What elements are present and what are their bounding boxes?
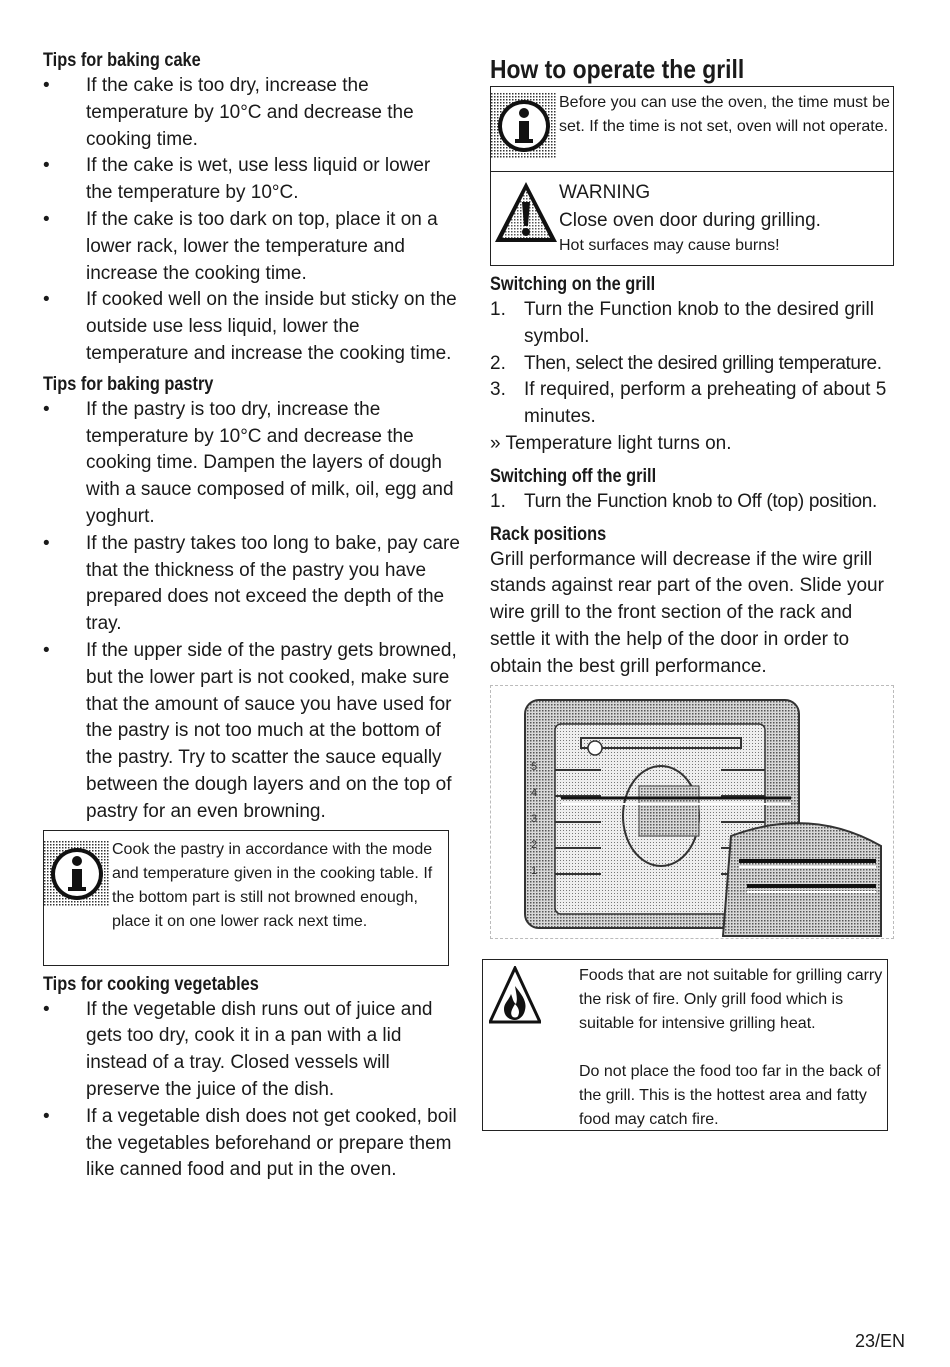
fire-note-text-1: Foods that are not suitable for grilling carry the risk of fire. Only grill food which is suitable for intensive grilling heat. bbox=[579, 966, 883, 1032]
info-icon bbox=[44, 841, 110, 907]
heading-switching-off: Switching off the grill bbox=[490, 465, 657, 487]
rack-label-5: 5 bbox=[531, 760, 538, 773]
warning-line-1: Close oven door during grilling. bbox=[559, 210, 821, 231]
list-item: • If the pastry is too dry, increase the temperature by 10°C and decrease the cooking time. Dampen the layers of dough with a sauce composed of milk, oil, egg and yoghurt. bbox=[43, 397, 461, 531]
rack-label-1: 1 bbox=[531, 864, 538, 877]
right-column bbox=[490, 52, 902, 1131]
list-item: • If cooked well on the inside but sticky on the outside use less liquid, lower the temperature and increase the cooking time. bbox=[43, 287, 461, 367]
list-item: • If the cake is too dark on top, place it on a lower rack, lower the temperature and increase the cooking time. bbox=[43, 207, 461, 287]
fire-warning-box bbox=[482, 959, 888, 1131]
list-item: • If the cake is too dry, increase the temperature by 10°C and decrease the cooking time. bbox=[43, 73, 461, 153]
list-item bbox=[490, 297, 902, 351]
page-title: How to operate the grill bbox=[490, 54, 745, 84]
heading-baking-cake: Tips for baking cake bbox=[43, 50, 201, 71]
pastry-info-note bbox=[43, 830, 449, 966]
rack-label-4: 4 bbox=[531, 786, 538, 799]
pastry-tips-list bbox=[43, 397, 461, 826]
fire-note-text-2: Do not place the food too far in the back of the grill. This is the hottest area and fatty food may catch fire. bbox=[579, 1062, 881, 1128]
rack-positions-text: Grill performance will decrease if the wire grill stands against rear part of the oven. Slide your wire grill to the front section of the rack and settle it with the help of the door in order to obtain the best grill performance. bbox=[490, 548, 884, 677]
list-item: • If the vegetable dish runs out of juice and gets too dry, cook it in a pan with a lid instead of a tray. Closed vessels will preserve the juice of the dish. bbox=[43, 997, 461, 1104]
list-item bbox=[490, 489, 902, 516]
cake-tips-list bbox=[43, 73, 461, 368]
rack-label-3: 3 bbox=[531, 812, 538, 825]
list-item: • If the pastry takes too long to bake, pay care that the thickness of the pastry you have prepared does not exceed the depth of the tray. bbox=[43, 531, 461, 638]
warning-box bbox=[490, 171, 894, 266]
switch-on-steps bbox=[490, 297, 902, 431]
step-number: 3. bbox=[490, 379, 506, 401]
left-column bbox=[43, 48, 461, 1188]
step-text: Then, select the desired grilling temperature. bbox=[524, 352, 882, 374]
vegetable-tips-list bbox=[43, 997, 461, 1185]
heading-rack-positions: Rack positions bbox=[490, 523, 607, 545]
step-text: Turn the Function knob to Off (top) position. bbox=[524, 490, 877, 512]
switch-off-steps bbox=[490, 489, 902, 516]
list-item: • If the cake is wet, use less liquid or lower the temperature by 10°C. bbox=[43, 153, 461, 207]
step-text: If required, perform a preheating of about 5 minutes. bbox=[524, 379, 887, 428]
rack-label-2: 2 bbox=[531, 838, 538, 851]
pastry-note-text: Cook the pastry in accordance with the mode and temperature given in the cooking table. If the bottom part is still not browned enough, place it on one lower rack next time. bbox=[112, 840, 433, 930]
heading-baking-pastry: Tips for baking pastry bbox=[43, 373, 214, 395]
oven-illustration-svg bbox=[491, 686, 893, 938]
step-number: 1. bbox=[490, 490, 506, 512]
step-text: Turn the Function knob to the desired grill symbol. bbox=[524, 299, 874, 347]
list-item: • If a vegetable dish does not get cooked, boil the vegetables beforehand or prepare them like canned food and put in the oven. bbox=[43, 1104, 461, 1184]
list-item bbox=[490, 351, 902, 378]
oven-rack-illustration bbox=[490, 685, 894, 939]
warning-triangle-icon bbox=[493, 180, 559, 246]
info-icon bbox=[491, 93, 557, 159]
warning-line-2: Hot surfaces may cause burns! bbox=[559, 237, 780, 254]
fire-warning-icon bbox=[489, 966, 541, 1030]
page-number: 23/EN bbox=[854, 1331, 905, 1351]
warning-title: WARNING bbox=[559, 182, 651, 203]
time-info-note bbox=[490, 86, 894, 172]
list-item bbox=[490, 377, 902, 431]
step-number: 1. bbox=[490, 299, 506, 320]
heading-cooking-vegetables: Tips for cooking vegetables bbox=[43, 973, 259, 995]
step-number: 2. bbox=[490, 352, 506, 374]
list-item: • If the upper side of the pastry gets browned, but the lower part is not cooked, make sure that the amount of sauce you have used for the pastry is not too much at the bottom of the pastry. Try to scatter the sauce equally between the dough layers and on the top of pastry for an even browning. bbox=[43, 638, 461, 826]
heading-switching-on: Switching on the grill bbox=[490, 274, 656, 295]
time-note-text: Before you can use the oven, the time must be set. If the time is not set, oven will not operate. bbox=[559, 94, 890, 135]
temperature-light-result: » Temperature light turns on. bbox=[490, 432, 732, 454]
